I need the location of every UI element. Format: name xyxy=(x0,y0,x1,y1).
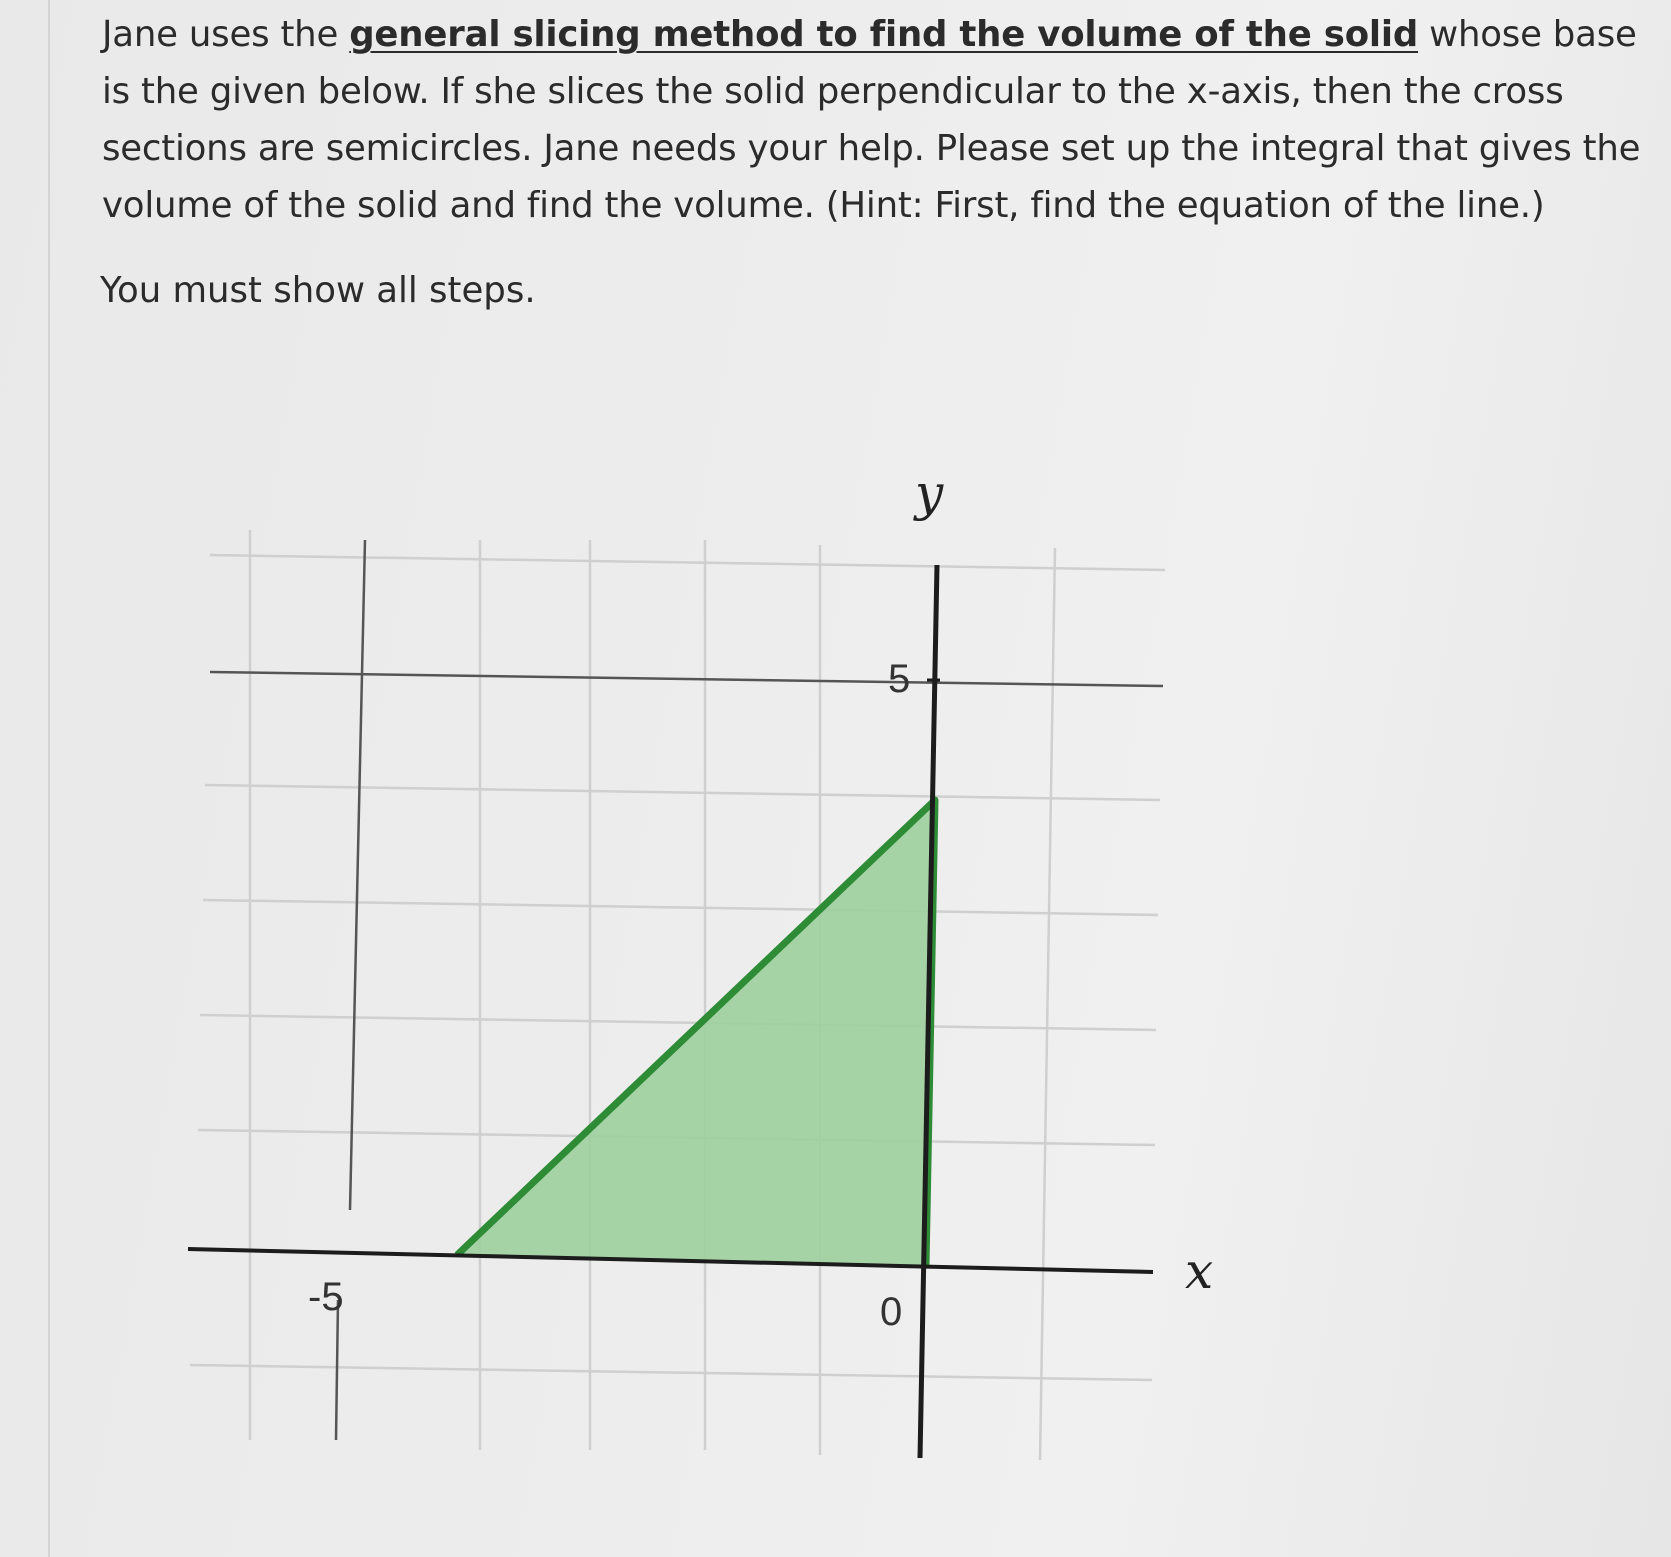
axes xyxy=(188,565,1153,1458)
grid-line-horizontal xyxy=(190,1365,1152,1380)
grid-lines xyxy=(190,530,1165,1460)
x-axis-label: x xyxy=(1185,1242,1214,1300)
question-suffix: whose base is the given below. If she slices the solid perpendicular to the x-axis, then the cross sections are semicircles. Jane needs your help. Please set up the integral that gives the volume of the solid and find the volume. (Hint: First, find the equation of the line.) xyxy=(102,14,1641,226)
reference-lines xyxy=(210,540,1163,1440)
reference-line-x-minus-5 xyxy=(350,540,365,1210)
reference-line-x-minus-5-lower xyxy=(336,1300,338,1440)
question-prefix: Jane uses the xyxy=(102,14,350,55)
instruction-text: You must show all steps. xyxy=(100,270,536,311)
grid-line-horizontal xyxy=(200,1015,1156,1030)
y-tick-label-5: 5 xyxy=(888,657,911,701)
grid-line-horizontal xyxy=(205,785,1160,800)
x-tick-label-minus-5: -5 xyxy=(308,1275,344,1319)
question-emphasis: general slicing method to find the volume of the solid xyxy=(349,14,1419,55)
grid-line-horizontal xyxy=(203,900,1158,915)
y-axis-label: y xyxy=(915,464,944,522)
reference-line-y-5 xyxy=(210,672,1163,686)
grid-line-horizontal xyxy=(210,555,1165,570)
x-tick-label-0: 0 xyxy=(880,1290,903,1334)
